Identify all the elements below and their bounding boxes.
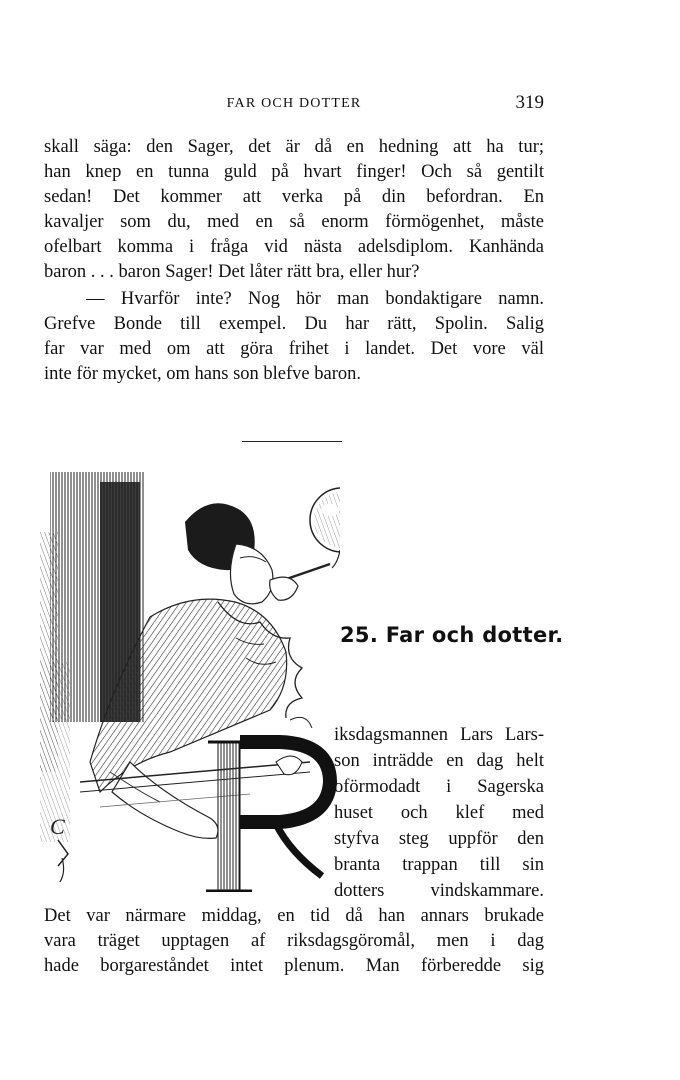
soap-bubble xyxy=(310,488,340,568)
text-line: kavaljer som du, med en så enorm förmögenhet, måste xyxy=(44,212,544,232)
text-line: baron . . . baron Sager! Det låter rätt bra, eller hur? xyxy=(44,262,420,282)
text-line: far var med om att göra frihet i landet. Det vore väl xyxy=(44,339,544,359)
text-line: son inträdde en dag helt xyxy=(334,751,544,771)
running-head xyxy=(44,92,544,116)
text-line: vara träget upptagen af riksdagsgöromål, men i dag xyxy=(44,931,544,951)
drop-cap xyxy=(206,717,330,892)
text-line: sedan! Det kommer att verka på din befordran. En xyxy=(44,187,544,207)
text-line: Det var närmare middag, en tid då han annars brukade xyxy=(44,906,544,926)
page-number: 319 xyxy=(515,92,544,113)
text-line: styfva steg uppför den xyxy=(334,829,544,849)
engraving-woman-bubble xyxy=(40,462,340,892)
text-line: ofelbart komma i fråga vid nästa adelsdiplom. Kanhända xyxy=(44,237,544,257)
text-line: hade borgareståndet intet plenum. Man förberedde sig xyxy=(44,956,544,976)
artist-monogram: C xyxy=(50,814,65,839)
text-line: inte för mycket, om hans son blefve baron. xyxy=(44,364,361,384)
text-line: skall säga: den Sager, det är då en hedning att ha tur; xyxy=(44,137,544,157)
text-line: Grefve Bonde till exempel. Du har rätt, Spolin. Salig xyxy=(44,314,544,334)
section-divider xyxy=(242,441,342,442)
running-title: FAR OCH DOTTER xyxy=(226,96,362,111)
text-line: huset och klef med xyxy=(334,803,544,823)
text-line: dotters vindskammare. xyxy=(334,881,544,901)
text-line: branta trappan till sin xyxy=(334,855,544,875)
chapter-illustration xyxy=(40,462,340,892)
text-line: oförmodadt i Sagerska xyxy=(334,777,544,797)
text-line: iksdagsmannen Lars Lars- xyxy=(334,725,544,745)
text-line: — Hvarför inte? Nog hör man bondaktigare namn. xyxy=(86,289,544,309)
chapter-title: 25. Far och dotter. xyxy=(340,623,564,647)
text-line: han knep en tunna guld på hvart finger! Och så gentilt xyxy=(44,162,544,182)
